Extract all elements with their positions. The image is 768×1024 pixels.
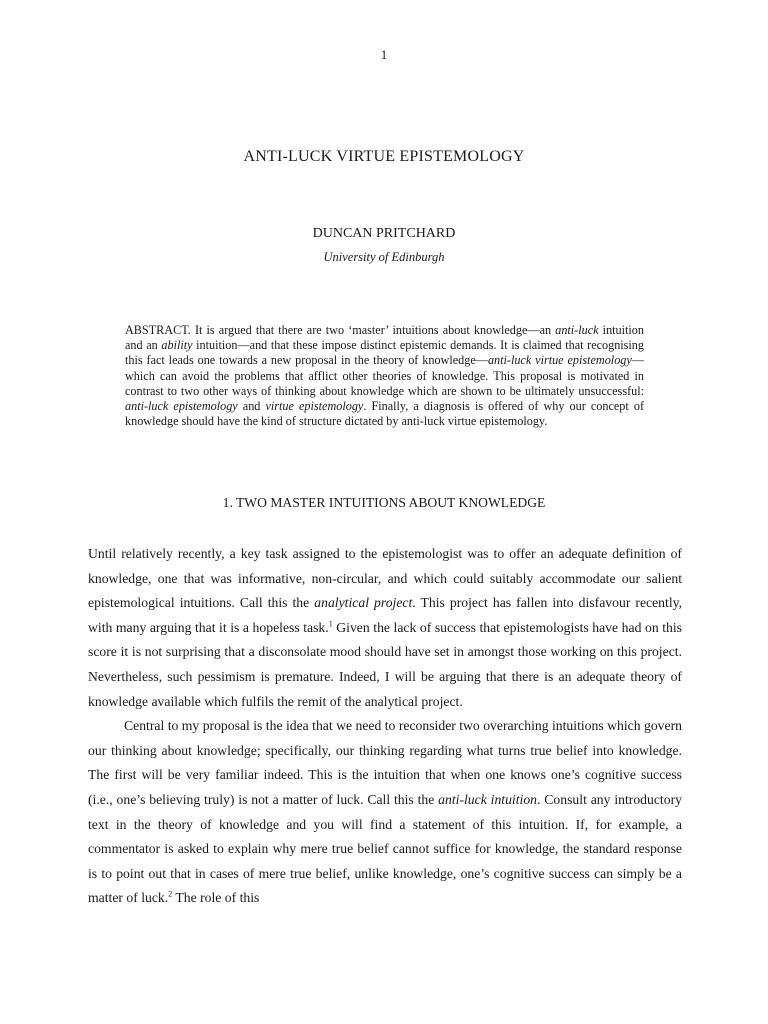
paragraph-text: . This project has fallen into disfavour recently, with many arguing that it is a hopeless task.	[88, 595, 683, 635]
footnote-marker[interactable]: 1	[328, 619, 333, 629]
abstract-text: . Finally, a diagnosis is offered of why our concept of knowledge should have the kind of structure dictated by anti-luck virtue epistemology.	[125, 399, 645, 429]
paragraph-text: Until relatively recently, a key task assigned to the epistemologist was to offer an adequate definition of knowledge, one that was informative, non-circular, and which could suitably accommodate our salient epistemological intuitions. Call this the	[88, 546, 682, 611]
section-heading: 1. TWO MASTER INTUITIONS ABOUT KNOWLEDGE	[222, 495, 546, 510]
body-text	[88, 542, 682, 911]
abstract-emphasis: anti-luck virtue epistemology	[487, 353, 632, 368]
paragraph	[88, 542, 682, 714]
abstract-text: intuition—and that these impose distinct epistemic demands. It is claimed that recognising this fact leads one towards a new proposal in the theory of knowledge—	[125, 338, 644, 368]
paragraph-text: Central to my proposal is the idea that we need to reconsider two overarching intuitions which govern our thinking about knowledge; specifically, our thinking regarding what turns true belief into knowledge. The first will be very familiar indeed. This is the intuition that when one knows one’s cognitive success (i.e., one’s believing truly) is not a matter of luck. Call this the	[88, 718, 682, 807]
abstract-text: ABSTRACT. It is argued that there are two ‘master’ intuitions about knowledge—an	[125, 323, 556, 337]
paragraph-text: The role of this	[172, 890, 260, 906]
paragraph-emphasis: analytical project	[314, 595, 413, 611]
abstract-text: and	[237, 399, 266, 414]
paragraph-text: Given the lack of success that epistemologists have had on this score it is not surprising that a disconsolate mood should have set in amongst those working on this project. Nevertheless, such pessimism is premature. Indeed, I will be arguing that there is an adequate theory of knowledge available which fulfils the remit of the analytical project.	[88, 619, 682, 709]
abstract-emphasis: anti-luck	[555, 323, 599, 337]
paper-title: ANTI-LUCK VIRTUE EPISTEMOLOGY	[243, 148, 525, 165]
author-affiliation: University of Edinburgh	[323, 250, 445, 264]
abstract	[125, 323, 644, 429]
abstract-emphasis: anti-luck epistemology	[125, 399, 238, 414]
abstract-text: intuition and an	[125, 323, 644, 353]
abstract-text: —which can avoid the problems that afflict other theories of knowledge. This proposal is motivated in contrast to two other ways of thinking about knowledge which are shown to be ultimately unsuccessful:	[125, 353, 644, 398]
paragraph	[88, 714, 682, 911]
abstract-emphasis: virtue epistemology	[265, 399, 364, 414]
author-name: DUNCAN PRITCHARD	[312, 226, 456, 241]
paragraph-text: . Consult any introductory text in the theory of knowledge and you will find a statement of this intuition. If, for example, a commentator is asked to explain why mere true belief cannot suffice for knowledge, the standard response is to point out that in cases of mere true belief, unlike knowledge, one’s cognitive success can simply be a matter of luck.	[88, 791, 682, 906]
page-number: 1	[380, 47, 388, 62]
abstract-emphasis: ability	[161, 338, 193, 353]
footnote-marker[interactable]: 2	[168, 889, 173, 899]
paragraph-emphasis: anti-luck intuition	[438, 791, 538, 807]
